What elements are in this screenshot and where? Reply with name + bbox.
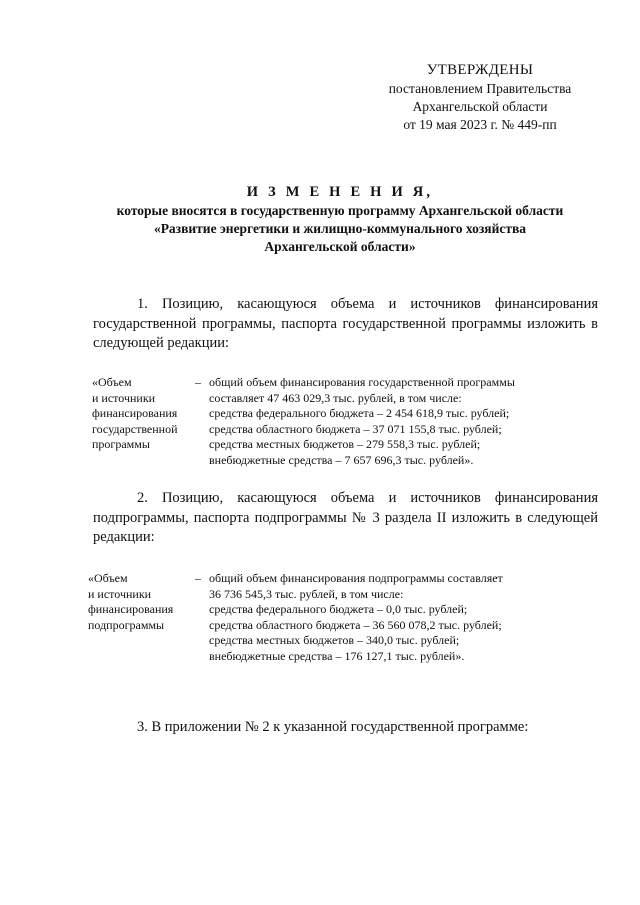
value-line: внебюджетные средства – 176 127,1 тыс. рублей». — [209, 648, 465, 663]
value-line: средства местных бюджетов – 279 558,3 тыс. рублей; — [209, 437, 481, 451]
value-line: средства федерального бюджета – 0,0 тыс. рублей; — [209, 602, 468, 616]
item-3-text: 3. В приложении № 2 к указанной государственной программе: — [137, 719, 529, 735]
value-line: внебюджетные средства – 7 657 696,3 тыс. рублей». — [209, 452, 474, 467]
title-line: Архангельской области» — [264, 239, 416, 254]
approval-line: от 19 мая 2023 г. № 449-пп — [403, 117, 557, 132]
item-1-paragraph — [93, 295, 598, 354]
value-line: общий объем финансирования государственной программы — [209, 375, 515, 389]
table-2-dash: – — [195, 571, 201, 585]
table-2-label — [88, 571, 173, 633]
label-line: государственной — [92, 421, 178, 436]
approval-heading: УТВЕРЖДЕНЫ — [426, 62, 534, 78]
approval-line: постановлением Правительства — [388, 81, 572, 96]
table-1-values — [209, 375, 515, 468]
label-line: и источники — [92, 390, 156, 405]
approval-stamp — [370, 60, 590, 134]
label-line: и источники — [88, 586, 152, 601]
item-1-text: 1. Позицию, касающуюся объема и источников финансирования государственной программы, паспорта государственной программы изложить в следующей редакции: — [93, 296, 598, 351]
document-title — [80, 183, 600, 256]
value-line: средства областного бюджета – 37 071 155,8 тыс. рублей; — [209, 421, 502, 436]
label-line: финансирования — [92, 406, 178, 420]
label-line: финансирования — [88, 602, 174, 616]
value-line: средства областного бюджета – 36 560 078,2 тыс. рублей; — [209, 617, 502, 632]
label-line: «Объем — [88, 571, 128, 585]
approval-line: Архангельской области — [412, 99, 548, 114]
title-main: И З М Е Н Е Н И Я, — [246, 184, 434, 200]
item-3-paragraph — [93, 718, 598, 738]
financing-table-2 — [88, 571, 603, 671]
value-line: составляет 47 463 029,3 тыс. рублей, в том числе: — [209, 390, 462, 405]
label-line: «Объем — [92, 375, 132, 389]
value-line: средства федерального бюджета – 2 454 618,9 тыс. рублей; — [209, 406, 510, 420]
item-2-paragraph — [93, 489, 598, 548]
title-line: которые вносятся в государственную программу Архангельской области — [116, 203, 564, 218]
item-2-text: 2. Позицию, касающуюся объема и источников финансирования подпрограммы, паспорта подпрограммы № 3 раздела II изложить в следующей редакции: — [93, 490, 598, 545]
value-line: 36 736 545,3 тыс. рублей, в том числе: — [209, 586, 404, 601]
value-line: средства местных бюджетов – 340,0 тыс. рублей; — [209, 633, 460, 647]
table-2-values — [209, 571, 503, 664]
table-1-label — [92, 375, 178, 453]
label-line: программы — [92, 437, 150, 451]
financing-table-1 — [92, 375, 602, 475]
title-line: «Развитие энергетики и жилищно-коммунального хозяйства — [153, 221, 527, 236]
table-1-dash: – — [195, 375, 201, 389]
label-line: подпрограммы — [88, 617, 165, 632]
value-line: общий объем финансирования подпрограммы составляет — [209, 571, 503, 585]
